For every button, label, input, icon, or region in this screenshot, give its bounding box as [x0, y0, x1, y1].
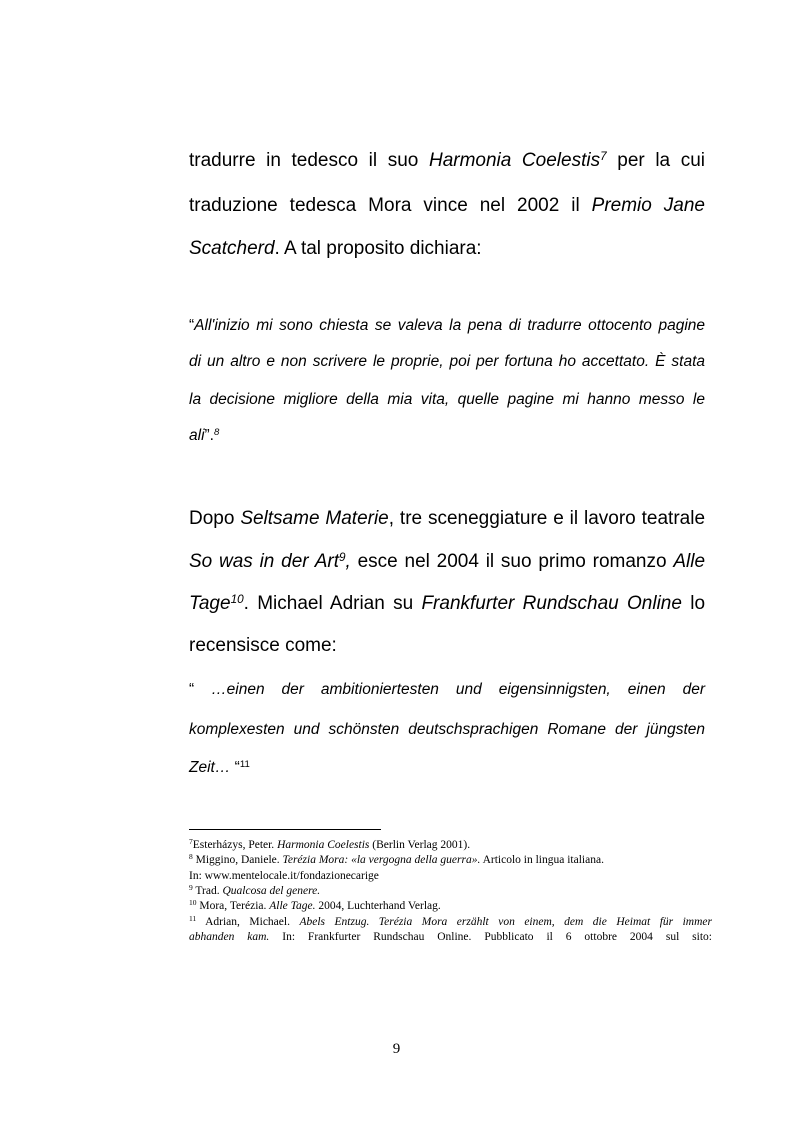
- body-line: [189, 150, 705, 172]
- page-number: 9: [392, 1041, 401, 1057]
- footnote-ref: 8: [213, 426, 220, 438]
- publication-title: Frankfurter Rundschau Online: [421, 593, 682, 614]
- text-run: Adrian, Michael.: [205, 916, 300, 928]
- quote-mark: “: [189, 681, 195, 698]
- text-run: la decisione migliore della mia vita, quelle pagine mi hanno messo le: [189, 391, 705, 408]
- text-run: tradurre in tedesco il suo: [189, 150, 419, 171]
- body-line: [189, 593, 705, 615]
- footnote-number: 8: [189, 851, 193, 861]
- text-run: (Berlin Verlag 2001).: [369, 839, 471, 851]
- text-run: lo: [690, 593, 706, 614]
- book-title: Harmonia Coelestis: [428, 150, 601, 171]
- footnote-number: 11: [189, 913, 197, 923]
- text-run: 2004, Luchterhand Verlag.: [315, 900, 441, 912]
- text-run: . Michael Adrian su: [243, 593, 414, 614]
- text-run: All'inizio mi sono chiesta se valeva la pena di tradurre ottocento pagine: [194, 317, 705, 334]
- footnote-11-line2: [189, 930, 712, 944]
- footnote-number: 10: [189, 897, 197, 907]
- footnote-9: [189, 884, 712, 898]
- translation: Qualcosa del genere.: [222, 885, 321, 897]
- quote-line: [189, 427, 705, 445]
- text-run: Mora, Terézia.: [199, 900, 270, 912]
- article-title: Terézia Mora: «la vergogna della guerra».: [282, 854, 481, 866]
- footnote-ref: 7: [600, 149, 607, 163]
- text-run: traduzione tedesca Mora vince nel 2002 il: [189, 195, 580, 216]
- body-line: [189, 195, 705, 217]
- quote-line: [189, 391, 705, 409]
- quote-mark: ”.: [204, 427, 214, 444]
- quote-mark: “: [189, 317, 195, 334]
- text-run: Zeit…: [189, 759, 231, 776]
- text-run: …einen der ambitioniertesten und eigensinnigsten, einen der: [211, 681, 705, 698]
- play-title: So was in der Art: [189, 551, 339, 572]
- book-title: Alle Tage.: [269, 900, 316, 912]
- body-line: [189, 508, 705, 530]
- footnote-number: 9: [189, 882, 193, 892]
- text-run: Miggino, Daniele.: [195, 854, 283, 866]
- footnote-8-line2: [189, 869, 712, 883]
- text-run: Dopo: [189, 508, 235, 529]
- book-title: Alle: [673, 551, 706, 572]
- footnote-7: [189, 838, 712, 852]
- text-run: In: Frankfurter Rundschau Online. Pubblicato il 6 ottobre 2004 sul sito:: [269, 931, 712, 943]
- book-title: Tage: [189, 593, 231, 614]
- footnote-ref: 10: [230, 592, 244, 606]
- text-run: . A tal proposito dichiara:: [274, 238, 482, 259]
- text-run: recensisce come:: [189, 635, 337, 656]
- article-title: abhanden kam.: [189, 931, 270, 943]
- text-run: Esterházys, Peter.: [192, 839, 278, 851]
- quote-line: [189, 721, 705, 739]
- text-run: , tre sceneggiature e il lavoro teatrale: [388, 508, 706, 529]
- text-run: komplexesten und schönsten deutschsprachigen Romane der jüngsten: [189, 721, 705, 738]
- body-line: [189, 551, 705, 573]
- quote-line: [189, 353, 705, 371]
- quote-line: [189, 759, 705, 777]
- award-title: Premio Jane: [591, 195, 705, 216]
- footnote-8: [189, 853, 712, 867]
- text-run: ,: [345, 551, 351, 572]
- quote-line: [189, 681, 705, 699]
- text-run: Trad.: [195, 885, 223, 897]
- footnote-number: 7: [189, 836, 193, 846]
- quote-line: [189, 317, 705, 335]
- text-run: di un altro e non scrivere le proprie, poi per fortuna ho accettato. È stata: [189, 353, 705, 370]
- book-title: Seltsame Materie: [240, 508, 389, 529]
- text-run: In: www.mentelocale.it/fondazionecarige: [189, 870, 379, 882]
- article-title: Abels Entzug. Terézia Mora erzählt von einem, dem die Heimat für immer: [299, 916, 712, 928]
- award-title: Scatcherd: [189, 238, 275, 259]
- body-line: [189, 635, 705, 657]
- footnote-ref: 11: [239, 758, 250, 770]
- book-title: Harmonia Coelestis: [277, 839, 370, 851]
- footnote-10: [189, 899, 712, 913]
- text-run: per la cui: [617, 150, 705, 171]
- footnote-11: [189, 915, 712, 929]
- text-run: Articolo in lingua italiana.: [480, 854, 604, 866]
- body-line: [189, 238, 705, 260]
- text-run: ali: [189, 427, 205, 444]
- text-run: esce nel 2004 il suo primo romanzo: [350, 551, 667, 572]
- footnote-separator: [189, 829, 381, 830]
- footnote-ref: 9: [338, 550, 346, 564]
- quote-mark: “: [234, 759, 240, 776]
